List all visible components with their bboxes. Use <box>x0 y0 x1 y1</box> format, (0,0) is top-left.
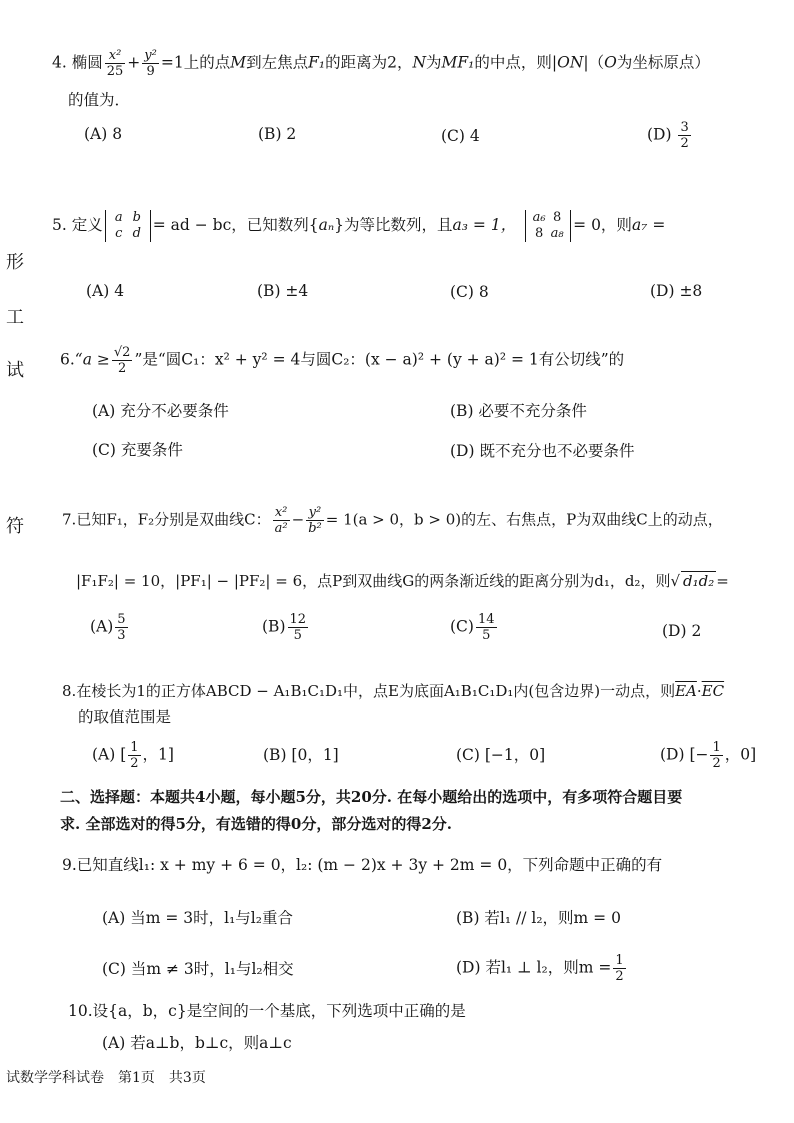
option-a: (A) 4 <box>86 282 125 300</box>
option-b: (B) 必要不充分条件 <box>450 402 587 420</box>
option-a: (A) $\frac{5}{3}$ <box>90 612 126 643</box>
determinant: a₆ 8 8 a₈ <box>525 210 571 242</box>
option-a: (A) 充分不必要条件 <box>92 402 229 420</box>
question-8-stem: 8.在棱长为1的正方体ABCD − A₁B₁C₁D₁中，点E为底面A₁B₁C₁D₁内(包含边界)一动点，则$\overline{EA}\cdot\overline{EC}$ <box>62 682 725 700</box>
option-b: (B) 2 <box>258 125 297 143</box>
question-6-stem: 6.“a ≥ $\frac{√2}{2}$ ”是“圆C₁：x² + y² = 4与圆C₂：(x − a)² + (y + a)² = 1有公切线”的 <box>60 345 625 376</box>
question-4-stem: 4. 椭圆 $\frac{\text{x²}}{25}$ + $\frac{\text{y²}}{9}$ =1上的点M到左焦点F₁的距离为2，N为MF₁的中点，则|ON|（O为坐标原点） <box>52 48 710 79</box>
option-c: (C) 当m ≠ 3时，l₁与l₂相交 <box>102 960 294 978</box>
option-c: (C) 4 <box>441 127 480 145</box>
question-8-line2: 的取值范围是 <box>78 708 172 726</box>
margin-label: 符 <box>6 516 24 537</box>
determinant: a b c d <box>105 210 151 242</box>
option-a: (A) 当m = 3时，l₁与l₂重合 <box>102 909 293 927</box>
option-d: (D) 若l₁ ⊥ l₂，则m = $\frac{1}{2}$ <box>456 953 624 984</box>
question-9-stem: 9.已知直线l₁: x + my + 6 = 0，l₂: (m − 2)x + 3y + 2m = 0，下列命题中正确的有 <box>62 856 663 874</box>
page-footer: 试数学学科试卷 第1页 共3页 <box>6 1070 206 1086</box>
option-b: (B) [0，1] <box>263 746 339 764</box>
option-b: (B) 若l₁ // l₂，则m = 0 <box>456 909 621 927</box>
option-c: (C) 8 <box>450 283 489 301</box>
margin-label: 工 <box>6 307 24 328</box>
fraction: $\frac{\text{y²}}{9}$ <box>144 48 157 79</box>
option-a: (A) [ $\frac{1}{2}$ ，1] <box>92 740 174 771</box>
option-d: (D) $\frac{3}{2}$ <box>647 120 689 151</box>
option-b: (B) ±4 <box>257 282 309 300</box>
question-7-stem: 7.已知F₁，F₂分别是双曲线C： $\frac{\text{x²}}{\text{a²}}$ − $\frac{\text{y²}}{\text{b²}}$ = 1(a > 0，b > 0)的左、右焦点，P为双曲线C上的动点， <box>62 505 723 536</box>
section-heading: 二、选择题：本题共4小题，每小题5分，共20分. 在每小题给出的选项中，有多项符合题目要 <box>60 788 683 806</box>
option-d: (D) 既不充分也不必要条件 <box>450 442 635 460</box>
question-10-stem: 10.设{a，b，c}是空间的一个基底，下列选项中正确的是 <box>68 1002 466 1020</box>
option-c: (C) [−1，0] <box>456 746 546 764</box>
option-c: (C) 充要条件 <box>92 441 183 459</box>
fraction: $\frac{\text{x²}}{25}$ <box>106 48 124 79</box>
option-a: (A) 8 <box>84 125 123 143</box>
option-b: (B) $\frac{12}{5}$ <box>262 612 307 643</box>
option-a: (A) 若a⊥b，b⊥c，则a⊥c <box>102 1034 292 1052</box>
question-7-line2: |F₁F₂| = 10，|PF₁| − |PF₂| = 6，点P到双曲线G的两条渐近线的距离分别为d₁，d₂，则√ d₁d₂ = <box>76 572 729 590</box>
option-d: (D) ±8 <box>650 282 703 300</box>
margin-label: 形 <box>6 252 24 273</box>
margin-label: 试 <box>6 360 24 381</box>
question-5-stem: 5. 定义 a b c d = ad − bc，已知数列{aₙ}为等比数列，且a₃ = 1， a₆ 8 8 a₈ = 0，则a₇ = <box>52 210 666 241</box>
option-c: (C) $\frac{14}{5}$ <box>450 612 495 643</box>
option-d: (D) 2 <box>662 622 702 640</box>
section-heading-line2: 求. 全部选对的得5分，有选错的得0分，部分选对的得2分. <box>60 815 452 833</box>
question-4-stem-line2: 的值为． <box>68 91 131 109</box>
option-d: (D) [− $\frac{1}{2}$ ，0] <box>660 740 757 771</box>
